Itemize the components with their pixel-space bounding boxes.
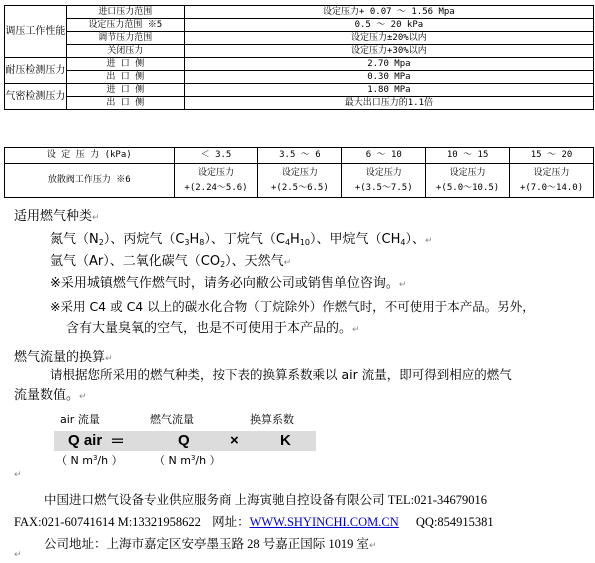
table-row (5, 45, 594, 58)
formula-q: Q (178, 432, 190, 449)
row-item: 出 口 侧 (66, 71, 184, 84)
value-cell (258, 164, 342, 198)
footer-contact-line (14, 512, 494, 530)
row-item: 进 口 侧 (66, 84, 184, 97)
formula-label-air: air 流量 (60, 413, 100, 426)
footer-company-line: 中国进口燃气设备专业供应服务商 上海寅驰自控设备有限公司 TEL:021-34679016 (44, 493, 488, 507)
value-cell (510, 164, 594, 198)
return-mark: ↵ (14, 550, 22, 560)
group-label-regulation: 调压工作性能 (5, 6, 67, 58)
row-item: 进 口 侧 (66, 58, 184, 71)
row-value: 设定压力+30%以内 (184, 45, 593, 58)
conversion-paragraph: 请根据您所采用的燃气种类，按下表的换算系数乘以 air 流量，即可得到相应的燃气 (50, 367, 512, 382)
row-value: 最大出口压力的1.1倍 (184, 97, 593, 110)
row-value: 0.5 ～ 20 kPa (184, 19, 593, 32)
qq: QQ:854915381 (415, 515, 494, 529)
formula-label-gas: 燃气流量 (150, 413, 194, 426)
range-cell: 15 ～ 20 (510, 148, 594, 164)
row-item: 关闭压力 (66, 45, 184, 58)
row-value: 1.80 MPa (184, 84, 593, 97)
value-range: +(2.5～6.5) (270, 182, 329, 193)
fax-mobile: FAX:021-60741614 M:13321958622 (14, 515, 201, 529)
row-item: 设定压力范围 ※5 (66, 19, 184, 32)
group-label-pressure-test: 耐压检测压力 (5, 58, 67, 84)
table-row (5, 71, 594, 84)
range-cell: ＜ 3.5 (174, 148, 258, 164)
row-item: 出 口 侧 (66, 97, 184, 110)
row-item: 进口压力范围 (66, 6, 184, 19)
row-value: 设定压力+ 0.07 ～ 1.56 Mpa (184, 6, 593, 19)
value-cell (174, 164, 258, 198)
table-row (5, 84, 594, 97)
value-range: +(3.5～7.5) (354, 182, 413, 193)
web-label: 网址： (212, 515, 250, 529)
conversion-paragraph-cont: 流量数值。↵ (14, 388, 87, 403)
table-row (5, 58, 594, 71)
value-range: +(2.24～5.6) (184, 182, 248, 193)
row-value: 2.70 Mpa (184, 58, 593, 71)
gas-note-2-cont: 含有大量臭氧的空气，也是不可使用于本产品的。↵ (66, 321, 360, 336)
formula-equals: ＝ (110, 433, 126, 450)
table-row (5, 97, 594, 110)
return-mark: ↵ (14, 470, 22, 480)
value-range: +(7.0～14.0) (519, 182, 584, 193)
value-main: 设定压力 (533, 167, 570, 178)
table-row (5, 148, 594, 164)
gas-types-heading: 适用燃气种类↵ (14, 209, 100, 224)
footer-address: 公司地址：上海市嘉定区安亭墨玉路 28 号嘉正国际 1019 室↵ (44, 537, 377, 551)
gas-note-1: ※采用城镇燃气作燃气时，请务必向敝公司或销售单位咨询。↵ (50, 276, 407, 291)
row-value: 设定压力±20%以内 (184, 32, 593, 45)
conversion-heading: 燃气流量的换算↵ (14, 350, 113, 365)
value-main: 设定压力 (281, 167, 318, 178)
table-row (5, 6, 594, 19)
table-row (5, 19, 594, 32)
row-value: 0.30 MPa (184, 71, 593, 84)
formula-times: × (230, 432, 239, 449)
value-range: +(5.0～10.5) (436, 182, 500, 193)
unit-gas: （ N $m^3/h$ ） (154, 454, 221, 467)
spec-table (4, 5, 594, 110)
value-main: 设定压力 (449, 167, 486, 178)
gas-list-line-2: 氩气（Ar）、二氧化碳气（CO2）、天然气↵ (50, 254, 292, 269)
table-row (5, 32, 594, 45)
range-cell: 6 ～ 10 (342, 148, 426, 164)
table-row (5, 164, 594, 198)
value-cell (342, 164, 426, 198)
value-cell (426, 164, 510, 198)
range-cell: 10 ～ 15 (426, 148, 510, 164)
gas-note-2: ※采用 C4 或 C4 以上的碳水化合物（丁烷除外）作燃气时，不可使用于本产品。另外， (50, 299, 535, 314)
value-main: 设定压力 (365, 167, 402, 178)
formula-k: K (280, 432, 291, 449)
row-item: 调节压力范围 (66, 32, 184, 45)
row-label: 放散阀工作压力 ※6 (5, 164, 175, 198)
formula-label-coef: 换算系数 (250, 413, 294, 426)
unit-air: （ N $m^3/h$ ） (56, 454, 123, 467)
range-cell: 3.5 ～ 6 (258, 148, 342, 164)
gas-list-line-1: 氮气（N2）、丙烷气（C3H8）、丁烷气（C4H10）、甲烷气（CH4）、↵ (50, 232, 433, 247)
formula-q-air: Q air (68, 432, 103, 449)
group-label-airtight-test: 气密检测压力 (5, 84, 67, 110)
relief-valve-table (4, 147, 594, 198)
value-main: 设定压力 (198, 167, 235, 178)
header-label: 设 定 压 力 (kPa) (5, 148, 175, 164)
website-link[interactable]: WWW.SHYINCHI.COM.CN (249, 515, 399, 529)
